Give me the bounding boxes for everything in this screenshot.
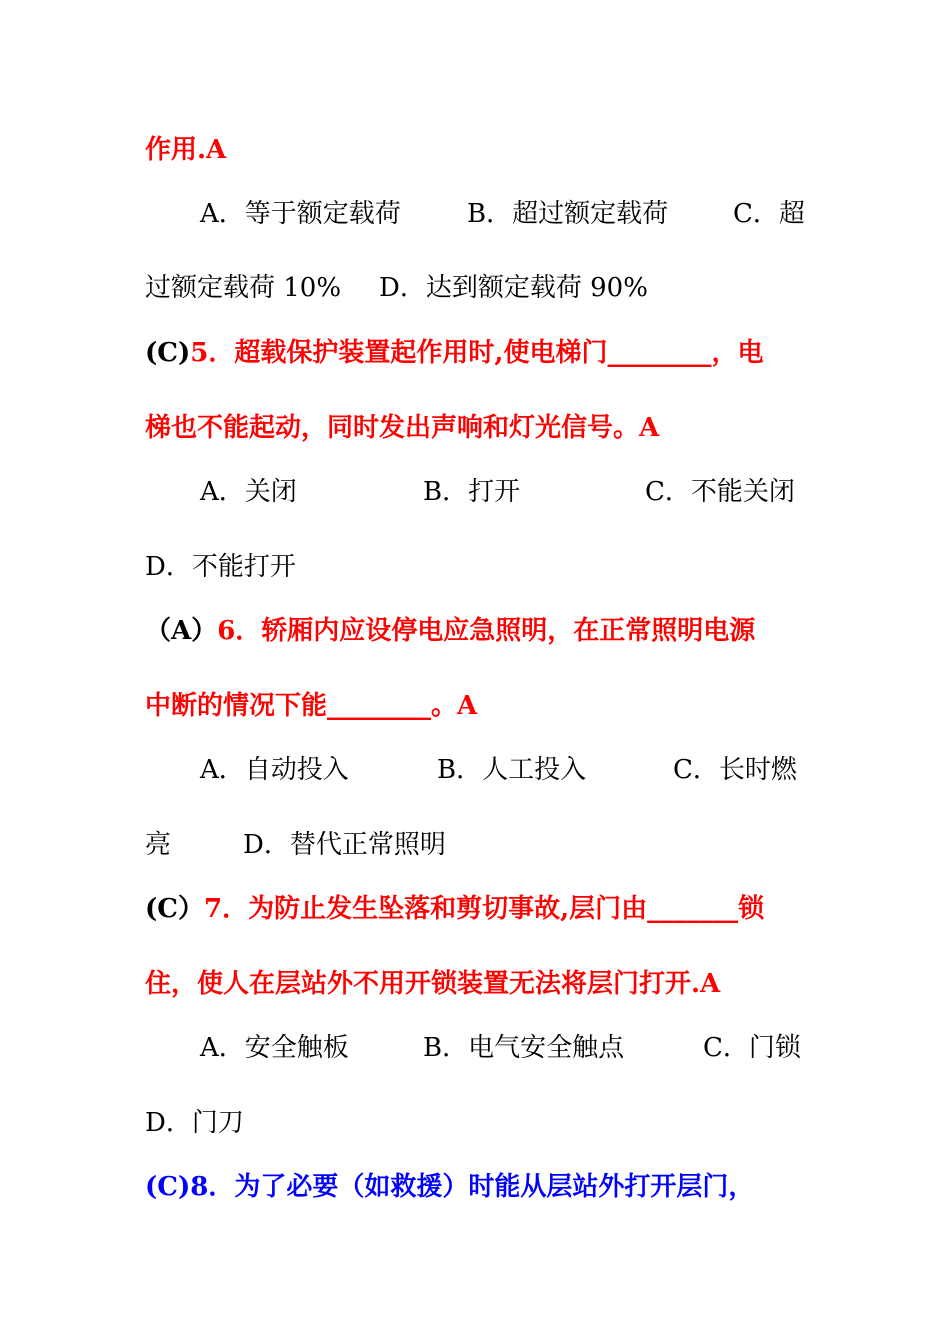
- question-7: [145, 889, 810, 929]
- option-a: A．安全触板: [200, 1033, 349, 1063]
- option-b: B．打开: [423, 477, 521, 507]
- option-c: C．长时燃: [673, 755, 797, 785]
- option-b: B．超过额定载荷: [467, 199, 669, 229]
- answer-prefix: (C): [145, 338, 191, 368]
- option-a: A．关闭: [200, 477, 297, 507]
- option-d: D．达到额定载荷 90%: [379, 273, 648, 303]
- option-d: D．不能打开: [145, 552, 296, 582]
- answer-prefix: (C）: [145, 894, 204, 924]
- options-6-row1: [145, 750, 810, 790]
- question-7-cont: 住，使人在层站外不用开锁装置无法将层门打开.A: [145, 969, 721, 999]
- question-6: [145, 611, 810, 651]
- option-c-cont: 亮: [145, 830, 172, 860]
- option-b: B．电气安全触点: [423, 1033, 625, 1063]
- option-a: A．自动投入: [200, 755, 349, 785]
- answer-prefix: （A）: [145, 616, 218, 646]
- question-5: [145, 333, 810, 373]
- options-5-row1: [145, 472, 810, 512]
- option-c: C．不能关闭: [645, 477, 795, 507]
- question-4-tail: 作用.A: [145, 135, 227, 165]
- question-6-cont: 中断的情况下能________。A: [145, 691, 478, 721]
- options-6-row2: [145, 825, 810, 865]
- option-a: A．等于额定载荷: [200, 199, 401, 229]
- option-d: D．门刀: [145, 1108, 244, 1138]
- option-d: D．替代正常照明: [243, 830, 446, 860]
- question-text: 6．轿厢内应设停电应急照明，在正常照明电源: [217, 616, 756, 646]
- options-4-row1: [145, 194, 810, 234]
- question-text: 7．为防止发生坠落和剪切事故,层门由_______锁: [204, 894, 765, 924]
- option-c: C．门锁: [703, 1033, 801, 1063]
- options-7-row2: [145, 1103, 810, 1143]
- question-5-cont: 梯也不能起动，同时发出声响和灯光信号。A: [145, 413, 660, 443]
- options-4-row2: [145, 268, 810, 308]
- option-c: C．超: [733, 199, 805, 229]
- question-text: 5．超载保护装置起作用时,使电梯门________，电: [190, 338, 764, 368]
- option-b: B．人工投入: [437, 755, 587, 785]
- options-5-row2: [145, 547, 810, 587]
- option-c-cont: 过额定载荷 10%: [145, 273, 342, 303]
- question-8: (C)8．为了必要（如救援）时能从层站外打开层门，: [145, 1172, 755, 1202]
- options-7-row1: [145, 1028, 810, 1068]
